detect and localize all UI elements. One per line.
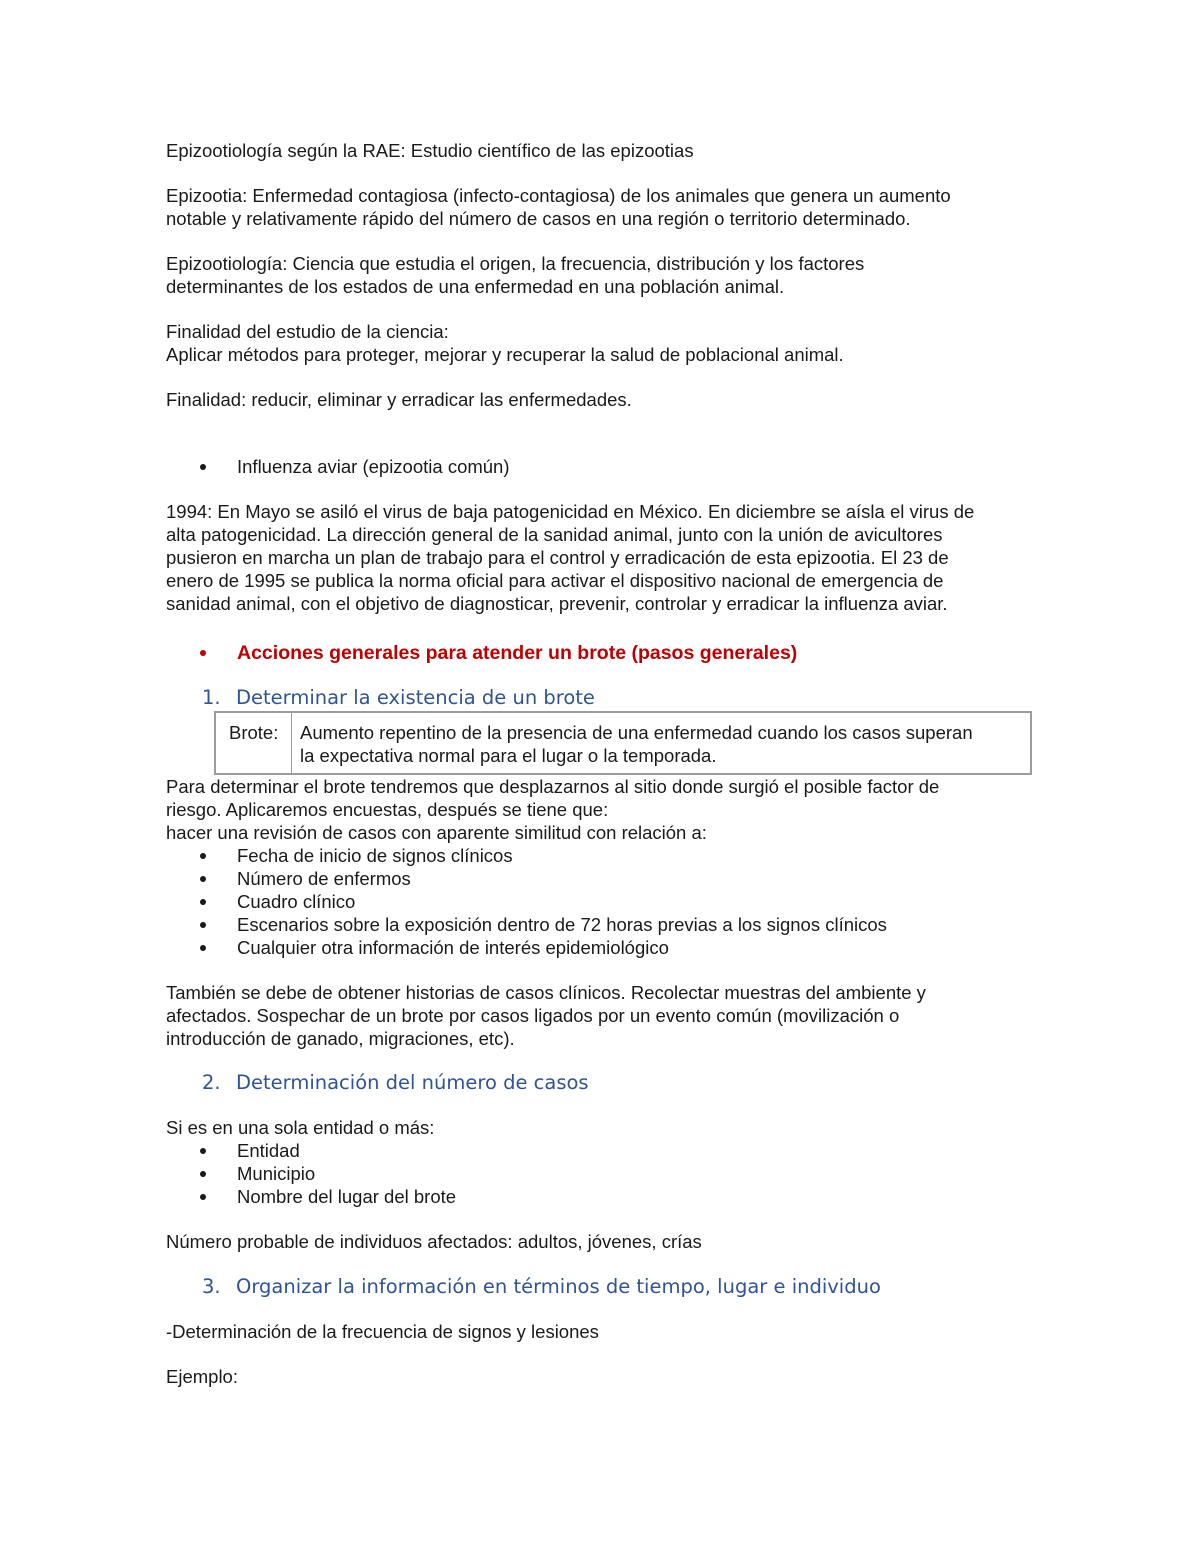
determine-line-1: Para determinar el brote tendremos que desplazarnos al sitio donde surgió el posible factor de [166,776,940,797]
finalidad-summary: Finalidad: reducir, eliminar y erradicar las enfermedades. [166,389,632,410]
step-2-heading: 2. Determinación del número de casos [202,1071,589,1094]
entity-intro: Si es en una sola entidad o más: [166,1117,435,1138]
list-item: Entidad [166,1139,1036,1162]
frequency-line: -Determinación de la frecuencia de signos y lesiones [166,1321,599,1342]
list-item: Cuadro clínico [166,890,1036,913]
document-page [166,139,1036,1388]
also-line-3: introducción de ganado, migraciones, etc). [166,1028,515,1049]
list-item: Nombre del lugar del brote [166,1185,1036,1208]
bullet-icon [200,853,206,859]
history-line-4: enero de 1995 se publica la norma oficial para activar el dispositivo nacional de emergencia de [166,570,944,591]
finalidad-heading: Finalidad del estudio de la ciencia: [166,321,449,342]
list-item: Escenarios sobre la exposición dentro de 72 horas previas a los signos clínicos [166,913,1036,936]
review-items-list [166,844,1036,959]
bullet-icon [200,1194,206,1200]
history-line-2: alta patogenicidad. La dirección general de la sanidad animal, junto con la unión de avicultores [166,524,943,545]
rae-definition: Epizootiología según la RAE: Estudio científico de las epizootias [166,140,694,161]
history-line-3: pusieron en marcha un plan de trabajo para el control y erradicación de esta epizootia. El 23 de [166,547,949,568]
also-line-1: También se debe de obtener historias de casos clínicos. Recolectar muestras del ambiente y [166,982,926,1003]
example-label: Ejemplo: [166,1366,238,1387]
epizootiologia-definition-line-1: Epizootiología: Ciencia que estudia el origen, la frecuencia, distribución y los factores [166,253,865,274]
bullet-icon [200,899,206,905]
actions-heading-list [166,640,1036,666]
entity-items-list [166,1139,1036,1208]
list-item: Fecha de inicio de signos clínicos [166,844,1036,867]
list-item: Influenza aviar (epizootia común) [166,455,1036,478]
list-item: Número de enfermos [166,867,1036,890]
epizootia-definition-line-2: notable y relativamente rápido del número de casos en una región o territorio determinado. [166,208,911,229]
determine-line-2: riesgo. Aplicaremos encuestas, después se tiene que: [166,799,609,820]
bullet-icon [200,650,206,656]
step-3-heading: 3. Organizar la información en términos de tiempo, lugar e individuo [202,1275,881,1298]
determine-line-3: hacer una revisión de casos con aparente similitud con relación a: [166,822,707,843]
history-line-5: sanidad animal, con el objetivo de diagnosticar, prevenir, controlar y erradicar la influenza aviar. [166,593,948,614]
influenza-list [166,455,1036,478]
epizootiologia-definition-line-2: determinantes de los estados de una enfermedad en una población animal. [166,276,785,297]
brote-definition-table [214,711,1032,775]
actions-heading: Acciones generales para atender un brote (pasos generales) [166,640,1036,666]
step-1-heading: 1. Determinar la existencia de un brote [202,686,595,709]
list-item: Municipio [166,1162,1036,1185]
bullet-icon [200,876,206,882]
bullet-icon [200,922,206,928]
finalidad-text: Aplicar métodos para proteger, mejorar y recuperar la salud de poblacional animal. [166,344,844,365]
bullet-icon [200,1171,206,1177]
epizootia-definition-line-1: Epizootia: Enfermedad contagiosa (infecto-contagiosa) de los animales que genera un aumento [166,185,951,206]
bullet-icon [200,945,206,951]
history-line-1: 1994: En Mayo se asiló el virus de baja patogenicidad en México. En diciembre se aísla el virus de [166,501,975,522]
definition-term: Brote: [215,712,292,774]
list-item: Cualquier otra información de interés epidemiológico [166,936,1036,959]
bullet-icon [200,1148,206,1154]
bullet-icon [200,464,206,470]
definition-text: Aumento repentino de la presencia de una enfermedad cuando los casos superan la expectativa normal para el lugar o la temporada. [300,722,973,766]
affected-individuals: Número probable de individuos afectados: adultos, jóvenes, crías [166,1231,702,1252]
also-line-2: afectados. Sospechar de un brote por casos ligados por un evento común (movilización o [166,1005,900,1026]
